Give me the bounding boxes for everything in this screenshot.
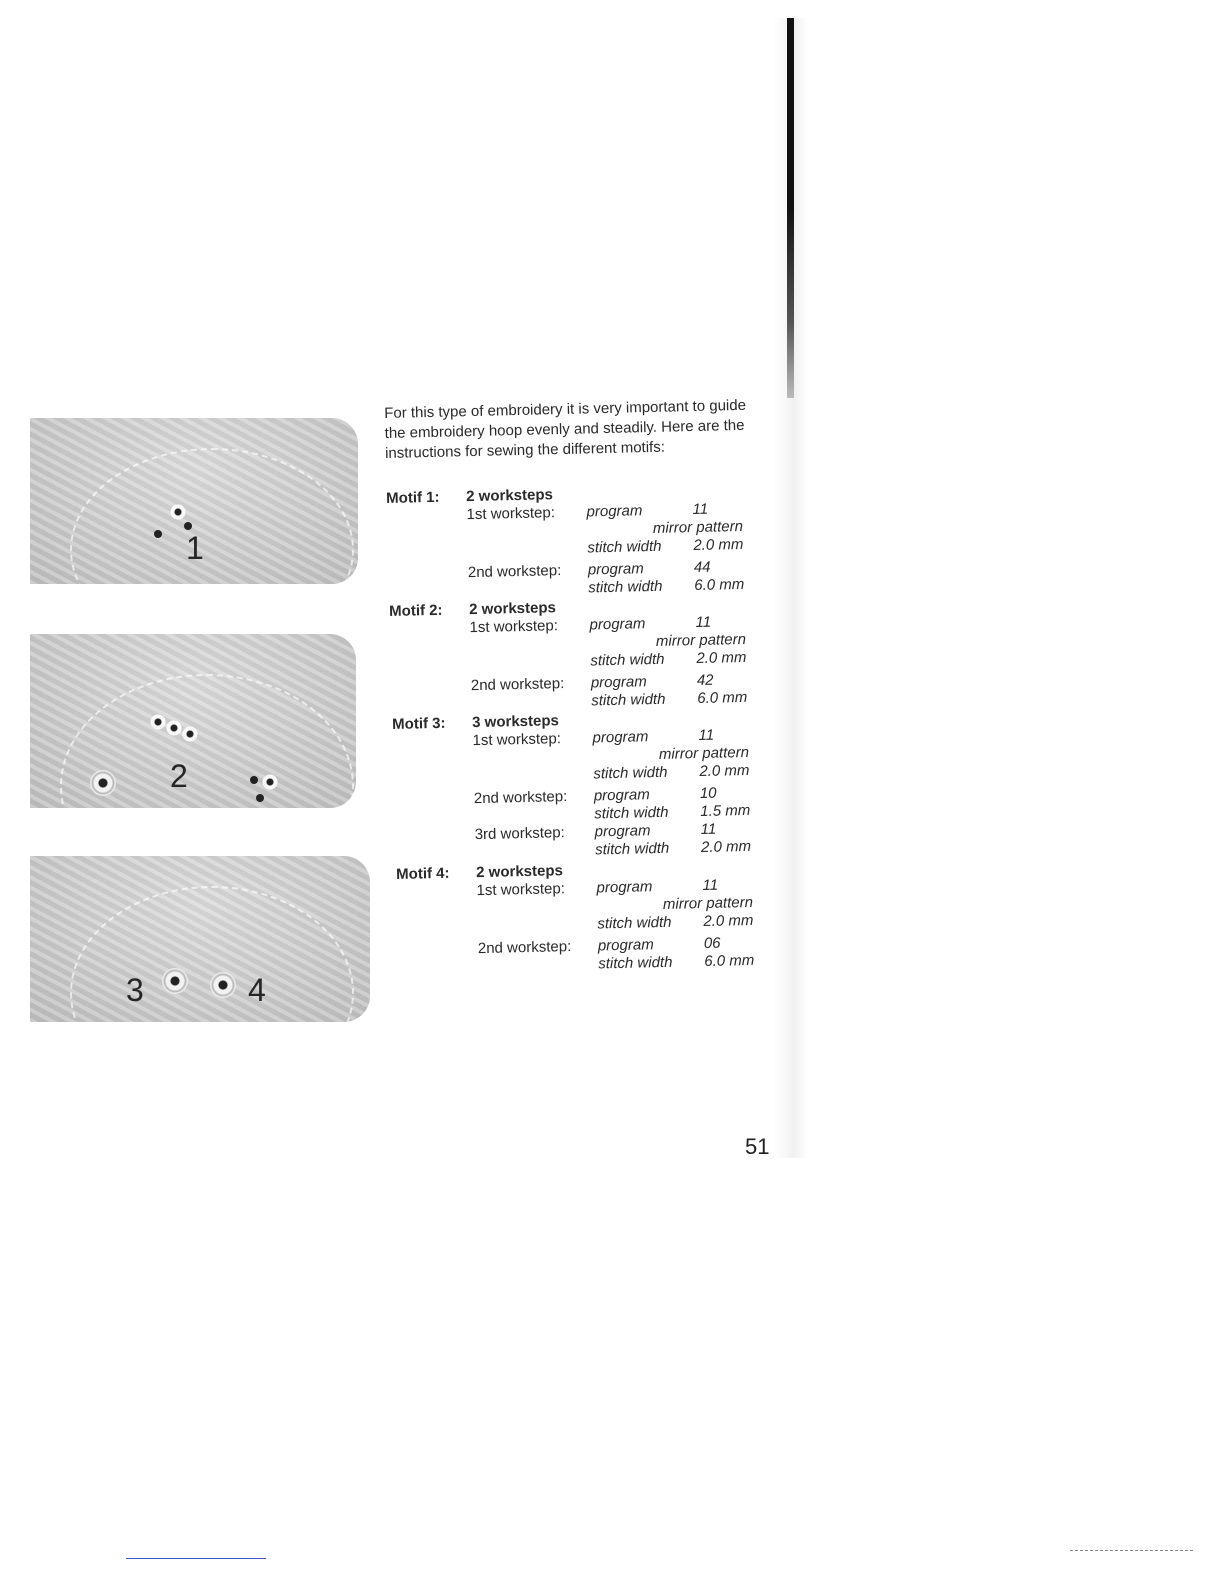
workstep-label: 1st workstep: (469, 617, 559, 637)
program-value: 11 (702, 876, 719, 895)
stitch-width-value: 1.5 mm (700, 801, 751, 821)
stitch-width-value: 6.0 mm (704, 951, 755, 971)
program-label: program (596, 878, 653, 897)
photo-label-4: 4 (248, 972, 266, 1008)
program-value: 11 (698, 726, 715, 745)
stitched-arc (70, 886, 354, 1022)
motif-label: Motif 3: (392, 714, 446, 733)
program-label: program (597, 936, 654, 955)
intro-paragraph: For this type of embroidery it is very important to guide the embroidery hoop evenly and steadily. Here are the instructions for sewing the different motifs: (384, 396, 747, 462)
embroidery-blossom (262, 774, 278, 790)
page-edge-bar (787, 18, 794, 398)
program-value: 06 (703, 934, 721, 953)
workstep-count: 2 worksteps (465, 486, 554, 506)
mirror-pattern-note: mirror pattern (662, 893, 754, 913)
program-value: 42 (696, 671, 714, 690)
program-label: program (592, 728, 649, 747)
embroidery-dot (256, 794, 264, 802)
embroidery-flower (210, 972, 236, 998)
program-label: program (589, 615, 646, 634)
program-label: program (594, 822, 651, 841)
stitch-width-value: 2.0 mm (700, 837, 752, 857)
program-label: program (586, 502, 643, 521)
footer-line-left (126, 1558, 266, 1559)
embroidery-flower (162, 968, 188, 994)
workstep-label: 2nd workstep: (473, 788, 568, 808)
workstep-label: 1st workstep: (466, 504, 556, 524)
stitch-width-label: stitch width (588, 577, 663, 597)
workstep-count: 2 worksteps (468, 599, 557, 619)
mirror-pattern-note: mirror pattern (652, 517, 744, 537)
program-label: program (593, 786, 650, 805)
embroidery-flower (90, 770, 116, 796)
program-value: 44 (693, 558, 711, 577)
program-value: 10 (699, 784, 717, 803)
program-value: 11 (692, 500, 709, 519)
stitch-width-label: stitch width (597, 913, 672, 933)
motif-label: Motif 2: (389, 601, 443, 620)
stitch-width-value: 2.0 mm (699, 761, 750, 781)
photo-label-3: 3 (126, 972, 144, 1008)
stitch-width-label: stitch width (598, 953, 673, 973)
stitch-width-value: 2.0 mm (693, 535, 744, 555)
footer-line-right (1070, 1550, 1194, 1551)
embroidery-blossom (166, 720, 182, 736)
stitch-width-value: 2.0 mm (703, 911, 754, 931)
motif-label: Motif 4: (396, 864, 450, 883)
embroidery-blossom (170, 504, 186, 520)
program-label: program (587, 560, 644, 579)
embroidery-blossom (182, 726, 198, 742)
program-label: program (590, 673, 647, 692)
workstep-label: 1st workstep: (472, 730, 562, 750)
workstep-count: 3 worksteps (471, 712, 560, 732)
mirror-pattern-note: mirror pattern (658, 743, 750, 763)
workstep-label: 2nd workstep: (467, 562, 562, 582)
stitch-width-label: stitch width (594, 839, 670, 859)
motif-label: Motif 1: (386, 488, 440, 507)
stitch-width-label: stitch width (594, 803, 669, 823)
embroidery-photo-motif-1 (30, 418, 358, 584)
workstep-label: 1st workstep: (476, 880, 566, 900)
embroidery-blossom (150, 714, 166, 730)
stitch-width-label: stitch width (591, 690, 666, 710)
workstep-label: 3rd workstep: (474, 824, 565, 844)
stitch-width-label: stitch width (590, 650, 665, 670)
photo-label-1: 1 (186, 530, 204, 566)
workstep-count: 2 worksteps (475, 862, 564, 882)
stitch-width-label: stitch width (587, 537, 662, 557)
stitch-width-value: 6.0 mm (697, 688, 748, 708)
stitched-arc (70, 448, 354, 584)
photo-label-2: 2 (170, 758, 188, 794)
embroidery-dot (184, 522, 192, 530)
stitch-width-label: stitch width (593, 763, 668, 783)
page-number: 51 (745, 1134, 770, 1159)
embroidery-photo-motif-3-4 (30, 856, 370, 1022)
program-value: 11 (700, 820, 717, 839)
stitch-width-value: 6.0 mm (694, 575, 745, 595)
motif-3-block (392, 707, 795, 866)
stitch-width-value: 2.0 mm (696, 648, 747, 668)
embroidery-photo-motif-2 (30, 634, 356, 808)
mirror-pattern-note: mirror pattern (655, 630, 747, 650)
program-value: 11 (695, 613, 712, 632)
workstep-label: 2nd workstep: (470, 675, 565, 695)
workstep-label: 2nd workstep: (477, 938, 572, 958)
embroidery-dot (154, 530, 162, 538)
embroidery-dot (250, 776, 258, 784)
motif-4-block (396, 857, 799, 996)
